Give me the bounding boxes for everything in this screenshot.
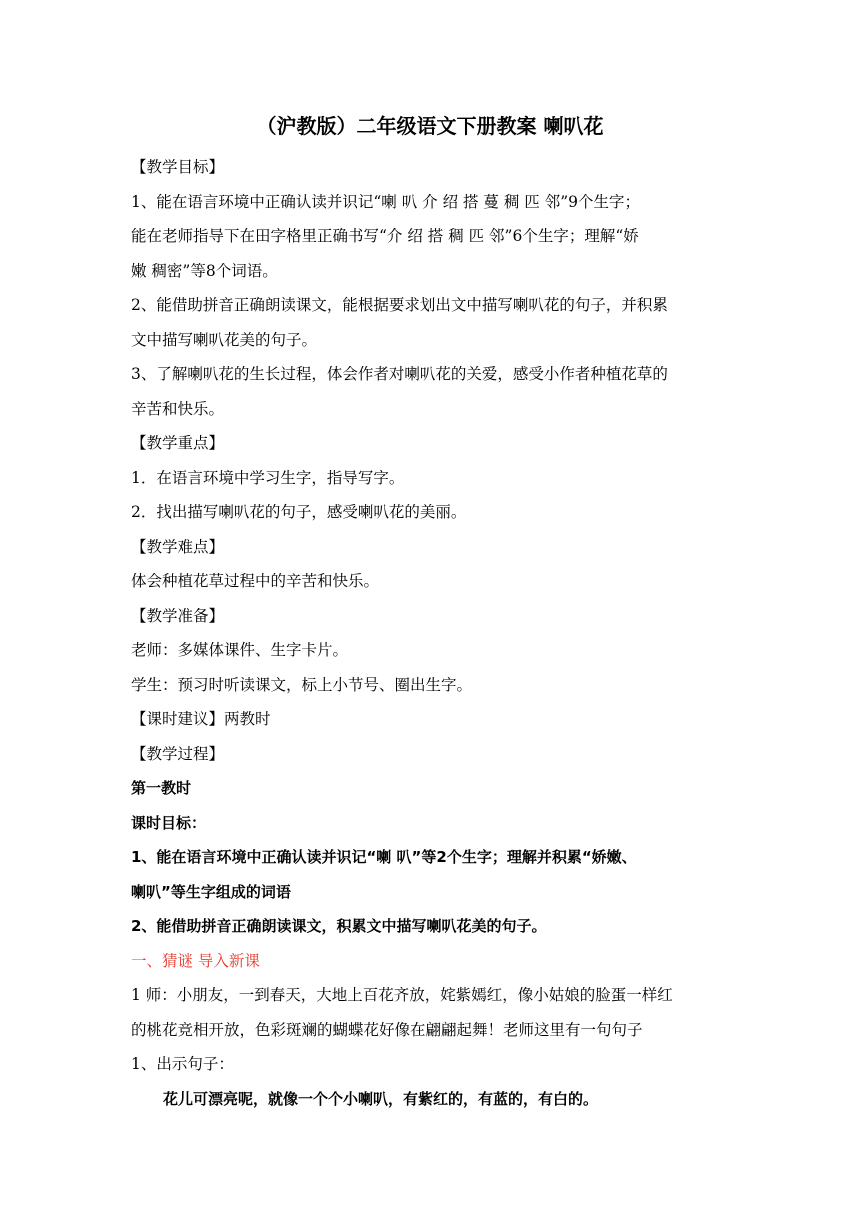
step-1-text-line-2: 的桃花竞相开放，色彩斑斓的蝴蝶花好像在翩翩起舞！老师这里有一句句子 — [131, 1020, 643, 1039]
lesson-goal-1-line-1: 1、能在语言环境中正确认读并识记“喇 叭”等2个生字；理解并积累“娇嫩、 — [131, 848, 637, 866]
objective-3-line-1: 3、了解喇叭花的生长过程，体会作者对喇叭花的关爱，感受小作者种植花草的 — [131, 365, 668, 383]
step-1-heading: 一、猜谜 导入新课 — [131, 951, 260, 970]
objective-1-line-2: 能在老师指导下在田字格里正确书写“介 绍 搭 稠 匹 邻”6个生字；理解“娇 — [131, 227, 639, 245]
objective-2-line-2: 文中描写喇叭花美的句子。 — [131, 330, 318, 349]
objective-3-line-2: 辛苦和快乐。 — [131, 399, 225, 418]
show-sentence-label: 1、出示句子： — [131, 1055, 234, 1073]
document-body — [131, 150, 731, 1116]
lesson-goal-1-line-2: 喇叭”等生字组成的词语 — [131, 882, 291, 901]
step-1-text-line-1: 1 师：小朋友，一到春天，大地上百花齐放，姹紫嫣红，像小姑娘的脸蛋一样红 — [131, 986, 673, 1004]
document-title: （沪教版）二年级语文下册教案 喇叭花 — [256, 114, 604, 138]
section-heading-difficulties: 【教学难点】 — [131, 537, 225, 556]
preparation-student: 学生：预习时听读课文，标上小节号、圈出生字。 — [131, 675, 473, 694]
lesson-goal-2: 2、能借助拼音正确朗读课文，积累文中描写喇叭花美的句子。 — [131, 917, 547, 935]
difficulty-text: 体会种植花草过程中的辛苦和快乐。 — [131, 572, 380, 590]
section-heading-process: 【教学过程】 — [131, 744, 225, 763]
section-heading-key-points: 【教学重点】 — [131, 434, 225, 452]
key-point-2: 2．找出描写喇叭花的句子，感受喇叭花的美丽。 — [131, 503, 467, 521]
lesson-goals-heading: 课时目标： — [131, 813, 207, 832]
objective-1-line-3: 嫩 稠密”等8个词语。 — [131, 261, 278, 280]
section-heading-preparation: 【教学准备】 — [131, 606, 225, 625]
objective-1-line-1: 1、能在语言环境中正确认读并识记“喇 叭 介 绍 搭 蔓 稠 匹 邻”9个生字； — [131, 192, 640, 211]
example-sentence: 花儿可漂亮呢，就像一个个小喇叭，有紫红的，有蓝的，有白的。 — [163, 1089, 599, 1108]
first-lesson-heading: 第一教时 — [131, 779, 192, 797]
key-point-1: 1．在语言环境中学习生字，指导写字。 — [131, 468, 405, 487]
section-heading-objectives: 【教学目标】 — [131, 158, 225, 176]
objective-2-line-1: 2、能借助拼音正确朗读课文，能根据要求划出文中描写喇叭花的句子，并积累 — [131, 296, 668, 314]
lesson-count: 【课时建议】两教时 — [131, 710, 271, 728]
preparation-teacher: 老师：多媒体课件、生字卡片。 — [131, 641, 349, 659]
